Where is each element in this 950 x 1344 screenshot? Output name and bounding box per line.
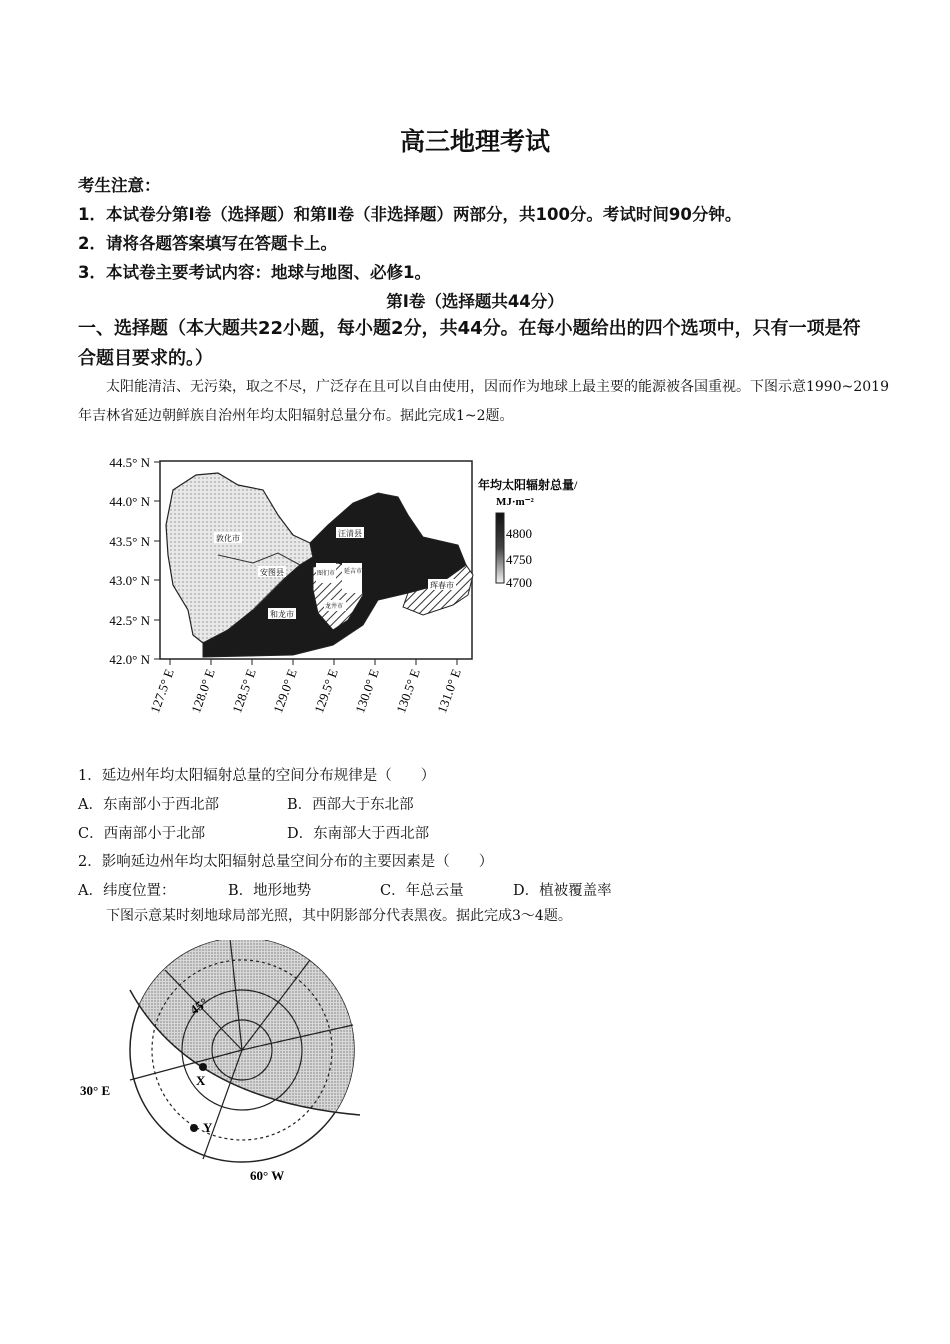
illumination-diagram <box>70 940 390 1190</box>
exam-title: 高三地理考试 <box>399 127 550 156</box>
q1-option-c: C．西南部小于北部 <box>78 826 206 842</box>
lon-tick: 131.0° E <box>434 666 464 715</box>
solar-radiation-map <box>78 445 638 745</box>
q2-stem: 2．影响延边州年均太阳辐射总量空间分布的主要因素是（ ） <box>78 854 494 870</box>
lat-tick: 44.5° N <box>109 455 150 470</box>
lon-tick: 130.5° E <box>393 666 423 715</box>
label-hunchun: 珲春市 <box>430 581 454 590</box>
lon-tick: 127.5° E <box>147 666 177 715</box>
label-yanji: 延吉市 <box>344 569 363 575</box>
label-x: X <box>196 1073 206 1088</box>
lon-tick: 129.0° E <box>270 666 300 715</box>
q1-option-d: D．东南部大于西北部 <box>287 826 430 842</box>
notice-item-1: 1．本试卷分第Ⅰ卷（选择题）和第Ⅱ卷（非选择题）两部分，共100分。考试时间90分钟。 <box>78 205 742 224</box>
label-helong: 和龙市 <box>270 610 294 619</box>
lon-tick: 128.0° E <box>188 666 218 715</box>
legend-value: 4700 <box>506 575 532 590</box>
q1-option-b: B．西部大于东北部 <box>287 797 414 813</box>
part1-heading: 第Ⅰ卷（选择题共44分） <box>386 292 564 311</box>
label-30e: 30° E <box>80 1083 111 1098</box>
point-y <box>190 1124 198 1132</box>
legend-title: 年均太阳辐射总量/ <box>478 478 578 492</box>
label-antu: 安图县 <box>260 568 284 577</box>
q1-option-a: A．东南部小于西北部 <box>78 797 219 813</box>
lat-tick: 42.5° N <box>109 613 150 628</box>
legend-value: 4800 <box>506 526 532 541</box>
q2-option-a: A．纬度位置： <box>78 883 176 899</box>
lon-tick: 129.5° E <box>311 666 341 715</box>
notice-item-2: 2．请将各题答案填写在答题卡上。 <box>78 234 337 253</box>
lat-tick: 42.0° N <box>109 652 150 667</box>
passage-2: 下图示意某时刻地球局部光照，其中阴影部分代表黑夜。据此完成3～4题。 <box>106 908 572 924</box>
legend-bar <box>496 513 504 583</box>
q1-stem: 1．延边州年均太阳辐射总量的空间分布规律是（ ） <box>78 768 436 784</box>
lat-axis <box>109 455 160 667</box>
lon-tick: 128.5° E <box>229 666 259 715</box>
section1-heading: 一、选择题（本大题共22小题，每小题2分，共44分。在每小题给出的四个选项中，只有一项是符合题目要求的。） <box>78 318 861 369</box>
notice-heading: 考生注意： <box>78 176 161 195</box>
lat-tick: 43.0° N <box>109 573 150 588</box>
lat-tick: 44.0° N <box>109 494 150 509</box>
label-60w: 60° W <box>250 1168 285 1183</box>
notice-item-3: 3．本试卷主要考试内容：地球与地图、必修1。 <box>78 263 431 282</box>
q2-option-d: D．植被覆盖率 <box>513 883 612 899</box>
q2-option-b: B．地形地势 <box>228 883 312 899</box>
lat-tick: 43.5° N <box>109 534 150 549</box>
label-wangqing: 汪清县 <box>338 529 362 538</box>
legend-value: 4750 <box>506 552 532 567</box>
lon-axis <box>147 659 464 715</box>
label-45: 45° <box>187 994 211 1018</box>
label-longjing: 龙井市 <box>325 604 344 610</box>
legend-unit: MJ·m⁻² <box>496 496 534 508</box>
label-y: Y <box>203 1120 213 1135</box>
lon-tick: 130.0° E <box>352 666 382 715</box>
q2-option-c: C．年总云量 <box>380 883 464 899</box>
label-dunhua: 敦化市 <box>216 534 240 543</box>
label-tumen: 图们市 <box>317 571 336 577</box>
point-x <box>199 1063 207 1071</box>
passage-1: 太阳能清洁、无污染，取之不尽，广泛存在且可以自由使用，因而作为地球上最主要的能源被各国重视。下图示意1990~2019年吉林省延边朝鲜族自治州年均太阳辐射总量分布。据此完成1~2题。 <box>78 379 889 424</box>
